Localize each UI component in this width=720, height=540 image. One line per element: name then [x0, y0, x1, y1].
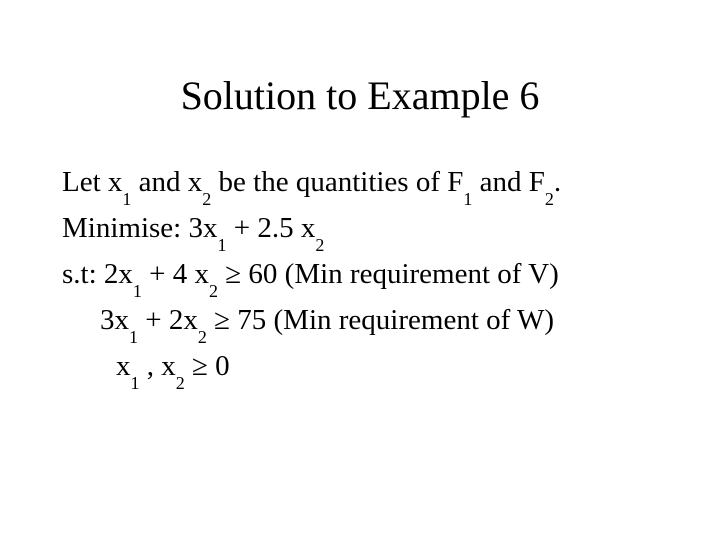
subscript: 1 — [132, 280, 142, 301]
slide-title: Solution to Example 6 — [180, 73, 540, 118]
subscript: 1 — [129, 326, 138, 347]
text-segment: ≥ 60 (Min requirement of V) — [218, 258, 559, 290]
text-segment: ≥ 75 (Min requirement of W) — [206, 304, 555, 336]
text-segment: 3x — [100, 304, 129, 336]
constraint-v-line — [62, 256, 559, 301]
text-segment: , x — [139, 350, 176, 382]
subscript: 1 — [130, 372, 140, 393]
text-segment: Minimise: 3x — [62, 212, 218, 244]
text-segment: s.t: 2x — [62, 258, 133, 290]
text-segment: + 4 x — [141, 258, 210, 290]
subscript: 2 — [544, 188, 554, 209]
subscript: 1 — [122, 188, 132, 209]
objective-line — [62, 210, 325, 255]
text-segment: Let x — [62, 166, 123, 198]
subscript: 2 — [315, 234, 325, 255]
text-segment: be the quantities of F — [211, 166, 464, 198]
text-segment: x — [116, 350, 131, 382]
text-segment: . — [553, 166, 562, 198]
text-segment: and F — [472, 166, 545, 198]
text-segment: + 2x — [138, 304, 198, 336]
subscript: 1 — [463, 188, 473, 209]
subscript: 1 — [217, 234, 227, 255]
subscript: 2 — [209, 280, 219, 301]
text-segment: + 2.5 x — [226, 212, 316, 244]
subscript: 2 — [202, 188, 212, 209]
text-segment: ≥ 0 — [184, 350, 230, 382]
text-segment: and x — [131, 166, 203, 198]
subscript: 2 — [197, 326, 207, 347]
nonnegativity-line — [116, 348, 230, 393]
problem-statement-line — [62, 164, 562, 209]
subscript: 2 — [175, 372, 185, 393]
constraint-w-line — [100, 302, 555, 347]
